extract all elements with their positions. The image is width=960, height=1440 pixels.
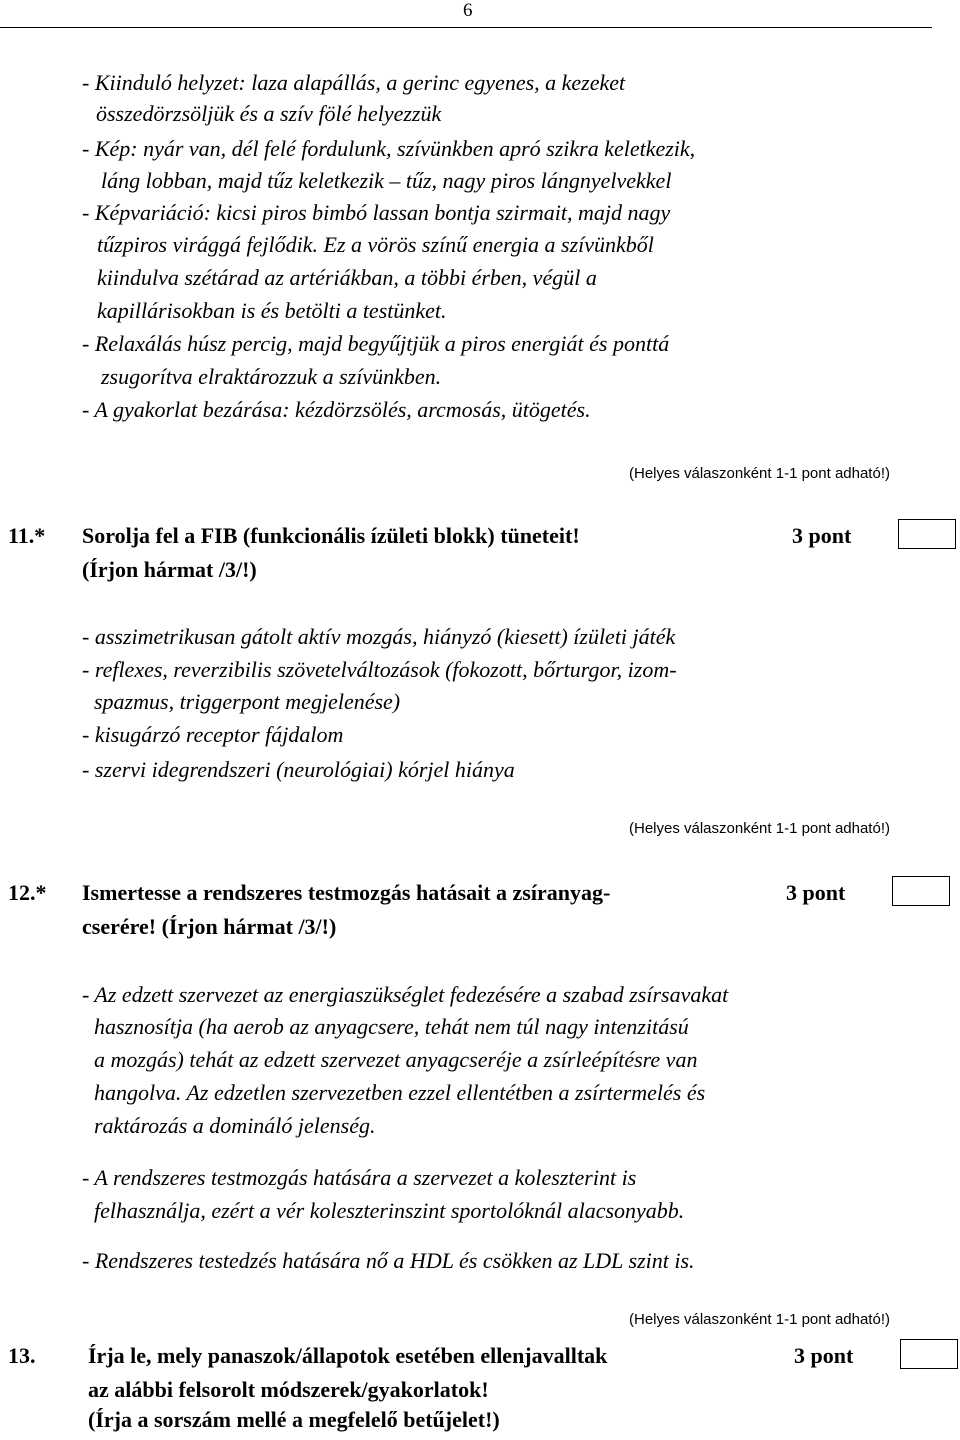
points-label: 3 pont [794, 1343, 854, 1368]
intro-line: - Relaxálás húsz percig, majd begyűjtjük a piros energiát és ponttá [82, 331, 670, 356]
intro-line: - Kép: nyár van, dél felé fordulunk, szívünkben apró szikra keletkezik, [82, 136, 696, 161]
intro-line: tűzpiros virággá fejlődik. Ez a vörös színű energia a szívünkből [97, 232, 654, 257]
intro-line: láng lobban, majd tűz keletkezik – tűz, nagy piros lángnyelvekkel [101, 168, 672, 193]
points-label: 3 pont [786, 880, 846, 905]
intro-line: - Képvariáció: kicsi piros bimbó lassan bontja szirmait, majd nagy [82, 200, 671, 225]
question-number: 13. [8, 1343, 36, 1368]
intro-line: összedörzsöljük és a szív fölé helyezzük [96, 101, 442, 126]
score-box[interactable] [900, 1339, 958, 1369]
answer-line: spazmus, triggerpont megjelenése) [94, 689, 401, 714]
answer-line: raktározás a domináló jelenség. [94, 1113, 376, 1138]
question-text: Sorolja fel a FIB (funkcionális ízületi blokk) tüneteit! [82, 523, 580, 548]
question-text: cserére! (Írjon hármat /3/!) [82, 914, 337, 939]
score-box[interactable] [898, 519, 956, 549]
answer-line: hasznosítja (ha aerob az anyagcsere, tehát nem túl nagy intenzitású [94, 1014, 689, 1039]
answer-line: a mozgás) tehát az edzett szervezet anyagcseréje a zsírleépítésre van [94, 1047, 698, 1072]
scoring-note: (Helyes válaszonként 1-1 pont adható!) [629, 1311, 890, 1328]
question-number: 11.* [8, 523, 46, 548]
intro-line: kiindulva szétárad az artériákban, a többi érben, végül a [97, 265, 597, 290]
scoring-note: (Helyes válaszonként 1-1 pont adható!) [629, 465, 890, 482]
answer-line: - szervi idegrendszeri (neurológiai) kórjel hiánya [82, 757, 515, 782]
points-label: 3 pont [792, 523, 852, 548]
intro-line: - Kiinduló helyzet: laza alapállás, a gerinc egyenes, a kezeket [82, 70, 626, 95]
question-text: (Írjon hármat /3/!) [82, 557, 257, 582]
question-number: 12.* [8, 880, 47, 905]
intro-line: zsugorítva elraktározzuk a szívünkben. [101, 364, 442, 389]
answer-line: - kisugárzó receptor fájdalom [82, 722, 344, 747]
question-text: Írja le, mely panaszok/állapotok esetében ellenjavalltak [88, 1343, 608, 1368]
answer-line: - Az edzett szervezet az energiaszükséglet fedezésére a szabad zsírsavakat [82, 982, 729, 1007]
question-text: (Írja a sorszám mellé a megfelelő betűjelet!) [88, 1407, 500, 1432]
scoring-note: (Helyes válaszonként 1-1 pont adható!) [629, 820, 890, 837]
answer-line: felhasználja, ezért a vér koleszterinszint sportolóknál alacsonyabb. [94, 1198, 685, 1223]
score-box[interactable] [892, 876, 950, 906]
answer-line: - A rendszeres testmozgás hatására a szervezet a koleszterint is [82, 1165, 637, 1190]
intro-line: kapillárisokban is és betölti a testünket. [97, 298, 447, 323]
answer-line: - reflexes, reverzibilis szövetelváltozások (fokozott, bőrturgor, izom- [82, 657, 677, 682]
header-rule [0, 27, 932, 28]
intro-line: - A gyakorlat bezárása: kézdörzsölés, arcmosás, ütögetés. [82, 397, 591, 422]
answer-line: hangolva. Az edzetlen szervezetben ezzel ellentétben a zsírtermelés és [94, 1080, 706, 1105]
answer-line: - asszimetrikusan gátolt aktív mozgás, hiányzó (kiesett) ízületi játék [82, 624, 676, 649]
question-text: Ismertesse a rendszeres testmozgás hatásait a zsíranyag- [82, 880, 611, 905]
answer-line: - Rendszeres testedzés hatására nő a HDL és csökken az LDL szint is. [82, 1248, 695, 1273]
question-text: az alábbi felsorolt módszerek/gyakorlatok! [88, 1377, 489, 1402]
page-number: 6 [463, 0, 473, 21]
